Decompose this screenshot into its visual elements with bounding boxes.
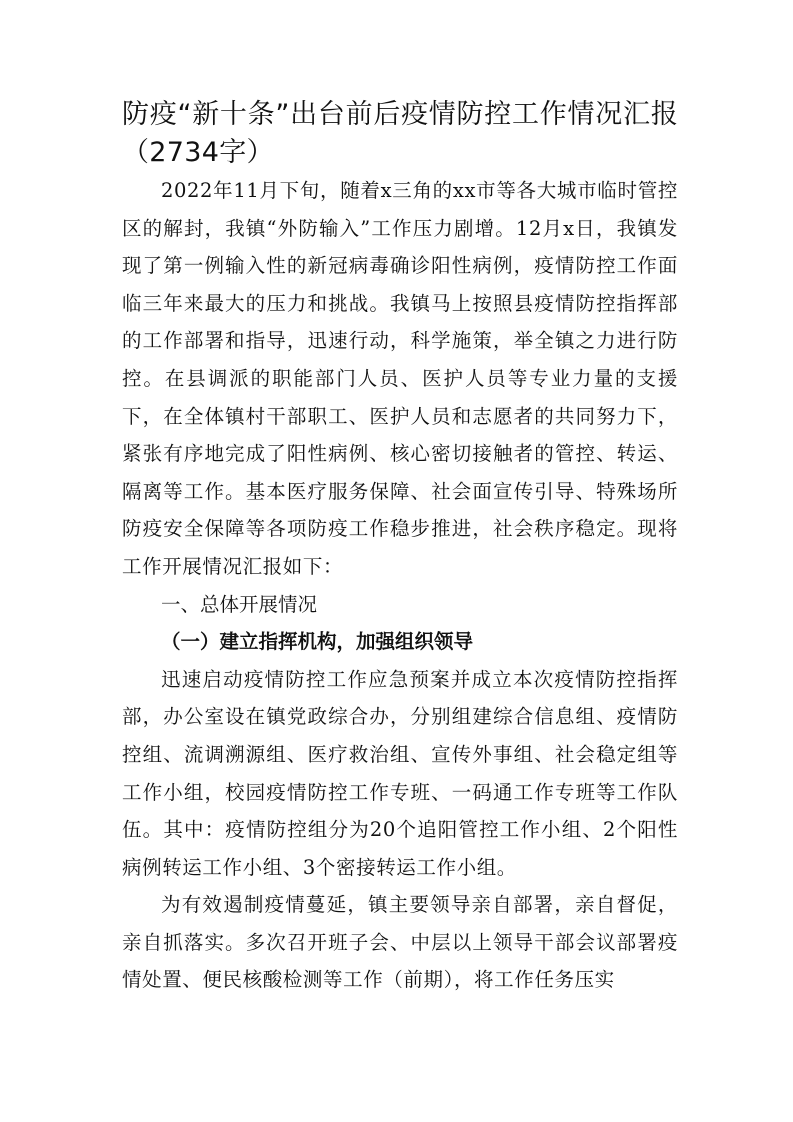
intro-paragraph: 2022年11月下旬，随着x三角的xx市等各大城市临时管控区的解封，我镇“外防输入”工作压力剧增。12月x日，我镇发现了第一例输入性的新冠病毒确诊阳性病例，疫情防控工作面临三年来最大的压力和挑战。我镇马上按照县疫情防控指挥部的工作部署和指导，迅速行动，科学施策，举全镇之力进行防控。在县调派的职能部门人员、医护人员等专业力量的支援下，在全体镇村干部职工、医护人员和志愿者的共同努力下，紧张有序地完成了阳性病例、核心密切接触者的管控、转运、隔离等工作。基本医疗服务保障、社会面宣传引导、特殊场所防疫安全保障等各项防疫工作稳步推进，社会秩序稳定。现将工作开展情况汇报如下： xyxy=(122,179,678,578)
section-heading-overall: 一、总体开展情况 xyxy=(161,592,318,616)
document-body xyxy=(122,96,678,999)
subsection-heading-command: （一）建立指挥机构，加强组织领导 xyxy=(161,630,474,654)
paragraph-command-setup: 迅速启动疫情防控工作应急预案并成立本次疫情防控指挥部，办公室设在镇党政综合办，分别组建综合信息组、疫情防控组、流调溯源组、医疗救治组、宣传外事组、社会稳定组等工作小组，校园疫情防控工作专班、一码通工作专班等工作队伍。其中：疫情防控组分为20个追阳管控工作小组、2个阳性病例转运工作小组、3个密接转运工作小组。 xyxy=(122,667,678,879)
paragraph-leadership: 为有效遏制疫情蔓延，镇主要领导亲自部署，亲自督促，亲自抓落实。多次召开班子会、中层以上领导干部会议部署疫情处置、便民核酸检测等工作（前期），将工作任务压实 xyxy=(122,893,678,992)
document-title: 防疫“新十条”出台前后疫情防控工作情况汇报（2734字） xyxy=(122,99,678,168)
